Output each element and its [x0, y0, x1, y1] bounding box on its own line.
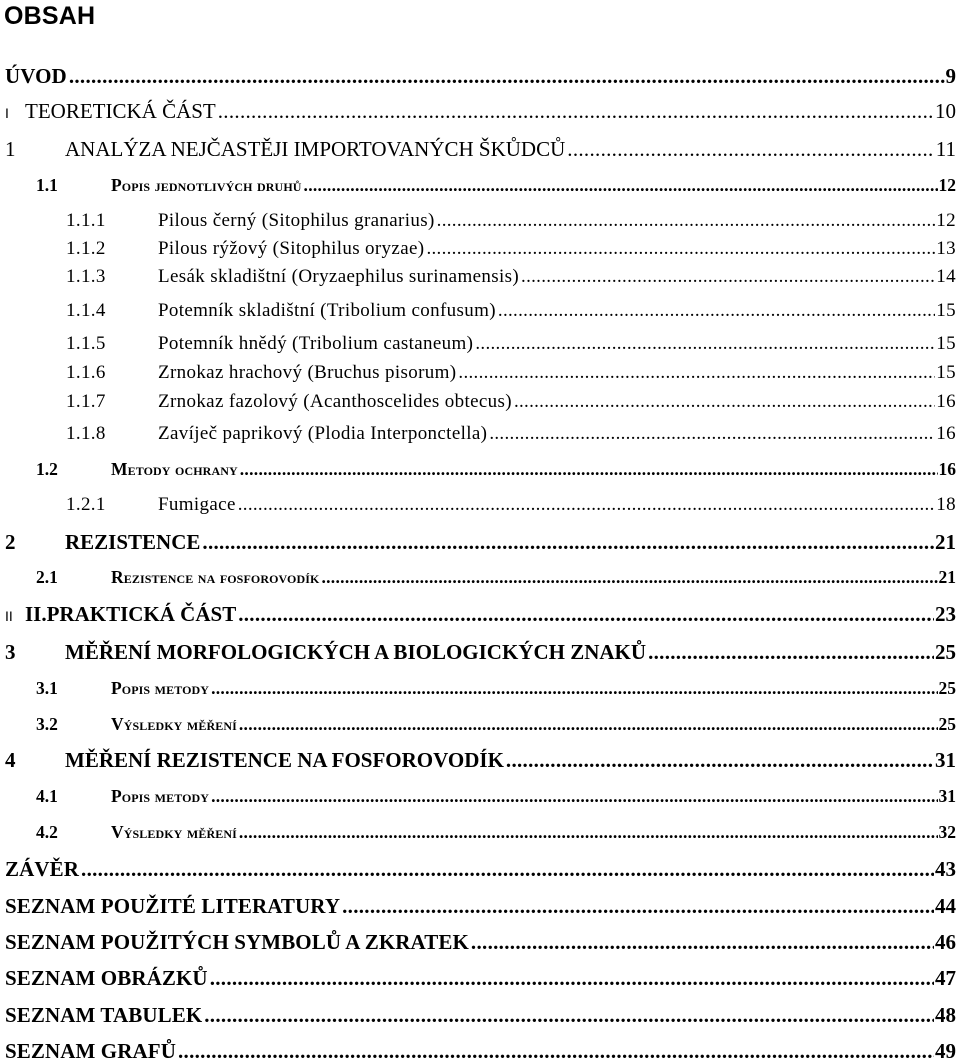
toc-entry-title: Výsledky měření — [111, 714, 237, 734]
toc-entry-page: 13 — [936, 238, 956, 259]
toc-entry-title: MĚŘENÍ MORFOLOGICKÝCH A BIOLOGICKÝCH ZNAKŮ — [65, 640, 647, 664]
toc-entry-title: ZÁVĚR — [5, 857, 80, 881]
toc-entry-chapter-1[interactable] — [5, 137, 956, 162]
toc-entry-number: 1.2 — [36, 459, 58, 479]
toc-entry-number: 1.1.3 — [66, 266, 106, 287]
toc-entry-number: 4.1 — [36, 786, 58, 806]
toc-entry-page: 32 — [938, 822, 956, 842]
toc-leader-dots — [238, 494, 936, 516]
toc-leader-dots — [648, 640, 934, 665]
toc-entry-section-1-2[interactable] — [36, 459, 956, 480]
toc-entry-page: 10 — [935, 99, 956, 123]
toc-entry-subsection-1-1-1[interactable] — [66, 210, 956, 232]
toc-entry-subsection-1-2-1[interactable] — [66, 494, 956, 516]
toc-entry-subsection-1-1-8[interactable] — [66, 423, 956, 445]
toc-leader-dots — [321, 567, 937, 588]
toc-entry-number: 3.2 — [36, 714, 58, 734]
toc-entry-page: 16 — [938, 459, 956, 479]
toc-heading: OBSAH — [4, 2, 96, 30]
toc-entry-tabulky[interactable] — [5, 1003, 956, 1028]
toc-entry-title: SEZNAM TABULEK — [5, 1003, 203, 1027]
toc-entry-title: SEZNAM GRAFŮ — [5, 1039, 176, 1063]
toc-entry-number: 1.1.5 — [66, 333, 106, 354]
toc-entry-page: 46 — [935, 930, 956, 954]
toc-entry-page: 23 — [935, 602, 956, 626]
toc-entry-title: Lesák skladištní (Oryzaephilus surinamensis) — [158, 266, 520, 287]
toc-entry-chapter-2[interactable] — [5, 530, 956, 555]
toc-entry-title: Zrnokaz hrachový (Bruchus pisorum) — [158, 362, 457, 383]
toc-leader-dots — [342, 894, 934, 919]
toc-entry-number: 1.1.8 — [66, 423, 106, 444]
toc-leader-dots — [489, 423, 935, 445]
toc-entry-number: 1.2.1 — [66, 494, 106, 515]
toc-entry-title: Výsledky měření — [111, 822, 237, 842]
toc-entry-number: 2.1 — [36, 567, 58, 587]
toc-leader-dots — [498, 300, 935, 322]
toc-entry-number: 1.1.6 — [66, 362, 106, 383]
toc-entry-number: 1.1.1 — [66, 210, 106, 231]
toc-leader-dots — [437, 210, 936, 232]
toc-leader-dots — [471, 930, 934, 955]
toc-entry-number: 1.1.4 — [66, 300, 106, 321]
toc-entry-number: 1.1.7 — [66, 391, 106, 412]
toc-leader-dots — [218, 99, 934, 124]
toc-entry-title: Pilous rýžový (Sitophilus oryzae) — [158, 238, 425, 259]
toc-entry-number: 4 — [5, 748, 16, 772]
toc-entry-number: 1 — [5, 137, 16, 161]
toc-leader-dots — [239, 714, 938, 735]
toc-entry-page: 15 — [936, 362, 956, 383]
toc-leader-dots — [239, 822, 938, 843]
toc-entry-obrazky[interactable] — [5, 966, 956, 991]
toc-entry-part-1[interactable] — [5, 99, 956, 124]
toc-entry-page: 16 — [936, 391, 956, 412]
toc-entry-title: Potemník skladištní (Tribolium confusum) — [158, 300, 496, 321]
toc-entry-title: ÚVOD — [5, 64, 67, 88]
toc-entry-subsection-1-1-4[interactable] — [66, 300, 956, 322]
toc-entry-title: MĚŘENÍ REZISTENCE NA FOSFOROVODÍK — [65, 748, 504, 772]
toc-entry-title: Zavíječ paprikový (Plodia Interponctella) — [158, 423, 488, 444]
toc-entry-title: REZISTENCE — [65, 530, 201, 554]
toc-entry-zaver[interactable] — [5, 857, 956, 882]
toc-entry-section-1-1[interactable] — [36, 175, 956, 196]
toc-entry-uvod[interactable] — [5, 64, 956, 89]
toc-entry-page: 43 — [935, 857, 956, 881]
toc-leader-dots — [506, 748, 934, 773]
toc-entry-page: 12 — [936, 210, 956, 231]
toc-entry-section-4-2[interactable] — [36, 822, 956, 843]
toc-leader-dots — [204, 1003, 934, 1028]
toc-entry-title: ANALÝZA NEJČASTĚJI IMPORTOVANÝCH ŠKŮDCŮ — [65, 137, 566, 161]
toc-entry-chapter-4[interactable] — [5, 748, 956, 773]
toc-entry-title: Popis jednotlivých druhů — [111, 175, 302, 195]
toc-entry-chapter-3[interactable] — [5, 640, 956, 665]
toc-entry-page: 31 — [935, 748, 956, 772]
toc-entry-title: Popis metody — [111, 786, 210, 806]
toc-entry-page: 18 — [936, 494, 956, 515]
toc-entry-page: 21 — [938, 567, 956, 587]
toc-entry-subsection-1-1-7[interactable] — [66, 391, 956, 413]
toc-entry-subsection-1-1-3[interactable] — [66, 266, 956, 288]
toc-entry-subsection-1-1-5[interactable] — [66, 333, 956, 355]
toc-entry-section-4-1[interactable] — [36, 786, 956, 807]
toc-entry-title: Pilous černý (Sitophilus granarius) — [158, 210, 435, 231]
toc-entry-page: 48 — [935, 1003, 956, 1027]
toc-leader-dots — [210, 966, 934, 991]
toc-entry-page: 31 — [938, 786, 956, 806]
toc-entry-title: Potemník hnědý (Tribolium castaneum) — [158, 333, 474, 354]
toc-entry-number: I — [5, 105, 9, 121]
toc-entry-page: 47 — [935, 966, 956, 990]
toc-entry-page: 25 — [935, 640, 956, 664]
toc-leader-dots — [426, 238, 935, 260]
toc-entry-number: 3.1 — [36, 678, 58, 698]
toc-entry-title: Fumigace — [158, 494, 236, 515]
toc-leader-dots — [567, 137, 935, 162]
toc-leader-dots — [304, 175, 938, 196]
toc-entry-title: SEZNAM POUŽITÝCH SYMBOLŮ A ZKRATEK — [5, 930, 469, 954]
toc-leader-dots — [202, 530, 934, 555]
toc-entry-page: 14 — [936, 266, 956, 287]
toc-leader-dots — [69, 64, 945, 89]
toc-entry-number: 4.2 — [36, 822, 58, 842]
toc-entry-title: SEZNAM OBRÁZKŮ — [5, 966, 208, 990]
toc-entry-page: 11 — [935, 137, 956, 161]
toc-entry-number: II — [5, 608, 13, 624]
toc-leader-dots — [475, 333, 935, 355]
toc-entry-page: 12 — [938, 175, 956, 195]
toc-entry-title: TEORETICKÁ ČÁST — [25, 99, 216, 123]
toc-leader-dots — [514, 391, 935, 413]
toc-entry-symboly[interactable] — [5, 930, 956, 955]
toc-leader-dots — [178, 1039, 934, 1064]
toc-entry-page: 44 — [935, 894, 956, 918]
toc-entry-title: Zrnokaz fazolový (Acanthoscelides obtecus) — [158, 391, 512, 412]
toc-entry-title: Popis metody — [111, 678, 210, 698]
toc-entry-grafy[interactable] — [5, 1039, 956, 1064]
toc-entry-literatura[interactable] — [5, 894, 956, 919]
toc-entry-title: Rezistence na fosforovodík — [111, 567, 320, 587]
toc-entry-section-3-2[interactable] — [36, 714, 956, 735]
toc-leader-dots — [240, 459, 938, 480]
toc-entry-part-2[interactable] — [5, 602, 956, 627]
toc-leader-dots — [81, 857, 934, 882]
toc-entry-page: 15 — [936, 333, 956, 354]
toc-entry-subsection-1-1-2[interactable] — [66, 238, 956, 260]
toc-entry-number: 2 — [5, 530, 16, 554]
toc-leader-dots — [458, 362, 935, 384]
toc-entry-page: 15 — [936, 300, 956, 321]
toc-entry-number: 3 — [5, 640, 16, 664]
toc-entry-page: 49 — [935, 1039, 956, 1063]
toc-entry-page: 21 — [935, 530, 956, 554]
toc-leader-dots — [521, 266, 935, 288]
toc-entry-page: 25 — [938, 678, 956, 698]
toc-entry-section-2-1[interactable] — [36, 567, 956, 588]
toc-entry-page: 9 — [945, 64, 956, 88]
toc-entry-page: 25 — [938, 714, 956, 734]
toc-entry-number: 1.1.2 — [66, 238, 106, 259]
toc-leader-dots — [211, 786, 937, 807]
toc-entry-section-3-1[interactable] — [36, 678, 956, 699]
toc-entry-title: II.PRAKTICKÁ ČÁST — [25, 602, 237, 626]
toc-leader-dots — [238, 602, 934, 627]
toc-entry-title: Metody ochrany — [111, 459, 238, 479]
toc-leader-dots — [211, 678, 937, 699]
toc-entry-subsection-1-1-6[interactable] — [66, 362, 956, 384]
toc-entry-number: 1.1 — [36, 175, 58, 195]
toc-entry-page: 16 — [936, 423, 956, 444]
toc-entry-title: SEZNAM POUŽITÉ LITERATURY — [5, 894, 341, 918]
